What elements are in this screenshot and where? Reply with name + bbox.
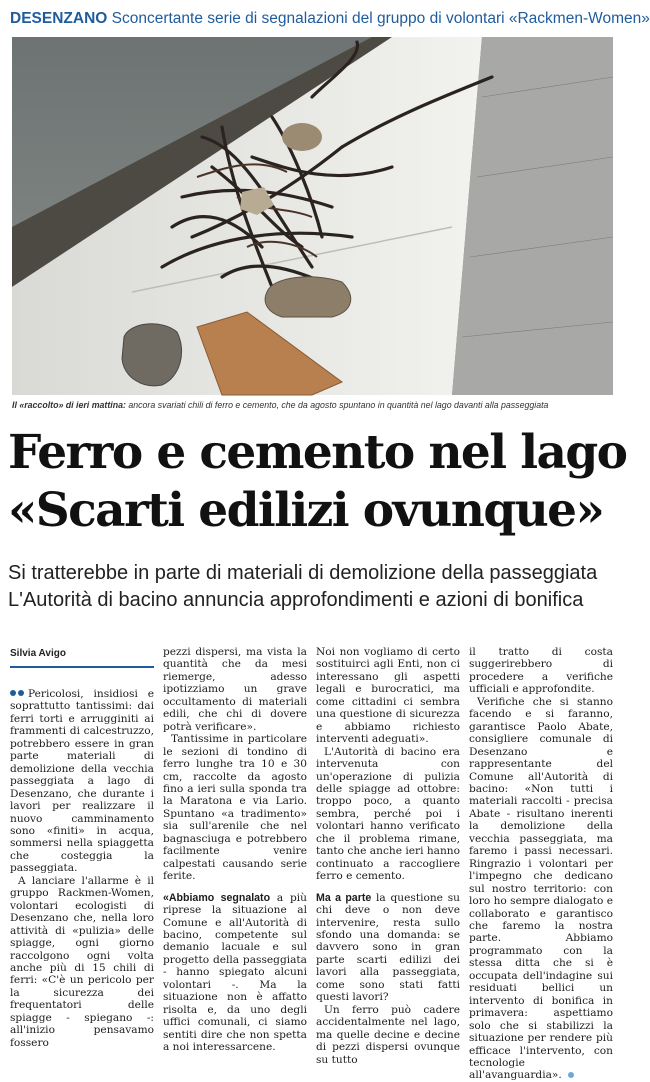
section-lead: Ma a parte [316,891,372,904]
headline-line-2: «Scarti edilizi ovunque» [8,483,604,538]
article-paragraph: Un ferro può cadere accidentalmente nel lago, ma quelle decine e decine di pezzi dispersi ovunque su tutto [316,1003,460,1066]
byline: Silvia Avigo [10,646,154,668]
bullet-dots-icon [10,688,28,700]
subheadline-line-2: L'Autorità di bacino annuncia approfondimenti e azioni di bonifica [8,589,584,611]
photo-caption [12,398,613,412]
section-lead: «Abbiamo segnalato [163,891,271,904]
headline [8,424,628,540]
article-paragraph: L'Autorità di bacino era intervenuta con un'operazione di pulizia delle spiagge ad ottobre: troppo poco, a quanto sembra, perché poi i volontari hanno verificato che il problema rimane, tanto che anche ieri hanno continuato a raccogliere ferro e cemento. [316,745,460,883]
article-paragraph [469,696,613,1082]
article-paragraph [10,688,154,875]
article-paragraph: pezzi dispersi, ma vista la quantità che da mesi riemerge, adesso ipotizziamo un grave occultamento di materiali edili, che chi di dovere potrà verificare». [163,646,307,733]
article-photo [12,37,613,395]
article-paragraph [316,892,460,1004]
article-column-2 [163,646,308,1054]
article-paragraph: il tratto di costa suggerirebbero di procedere a verifiche ufficiali e approfondite. [469,646,613,696]
article-paragraph: Tantissime in particolare le sezioni di tondino di ferro lunghe tra 10 e 30 cm, raccolte da agosto fino a ieri sulla sponda tra la Maratona e via Lario. Spuntano «a tradimento» sia sull'arenile che nel bagnasciuga e potrebbero facilmente venire calpestati causando serie ferite. [163,733,307,883]
article-column-4 [469,646,613,1082]
article-paragraph-text: Verifiche che si stanno facendo e si faranno, garantisce Paolo Abate, consigliere comunale di Desenzano e rappresentante del Comune all'Autorità di bacino: «Non tutti i materiali raccolti - precisa Abate - risultano inerenti la demolizione della vecchia passeggiata, ma faremo i passi necessari. Ringrazio i volontari per l'impegno che dedicano sul nostro territorio: con loro ho sempre dialogato e collaborato e garantisco che faremo la nostra parte. Abbiamo programmato con la stessa ditta che si è occupata dell'indagine sui residuati bellici un intervento di bonifica in primavera: aspettiamo solo che si stabilizzi la situazione per rendere più efficace l'intervento, con tecnologie all'avanguardia». [469,695,613,1082]
headline-line-1: Ferro e cemento nel lago [8,425,627,480]
article-paragraph-text: la questione su chi deve o non deve intervenire, resta sullo sfondo una domanda: se davvero sono in gran parte scarti edilizi dei lavori alla passeggiata, come sono stati fatti questi lavori? [316,891,460,1004]
article-paragraph: A lanciare l'allarme è il gruppo Rackmen-Women, volontari ecologisti di Desenzano che, nella loro attività di «pulizia» delle spiagge, ogni giorno raccolgono ogni volta anche più di 15 chili di ferri: «C'è un pericolo per la sicurezza dei frequentatori delle spiagge - spiegano -: all'inizio pensavamo fossero [10,874,154,1049]
article-column-3 [316,646,460,1066]
kicker-text: Sconcertante serie di segnalazioni del gruppo di volontari «Rackmen-Women» [111,10,650,27]
article-paragraph-text: a più riprese la situazione al Comune e all'Autorità di bacino, competente sul demanio lacuale e sul progetto della passeggiata - hanno spiegato alcuni volontari -. Ma la situazione non è affatto risolta e, da uno degli uffici comunali, ci siamo sentiti dire che non spetta a noi interessarcene. [163,891,308,1054]
subheadline-line-1: Si tratterebbe in parte di materiali di demolizione della passeggiata [8,562,598,584]
subheadline [8,560,628,614]
kicker-location: DESENZANO [10,10,108,27]
photo-caption-lead: Il «raccolto» di ieri mattina: [12,400,126,410]
article-paragraph-text: Pericolosi, insidiosi e soprattutto tantissimi: dai ferri torti e arrugginiti ai frammenti di calcestruzzo, potrebbero essere in gran parte materiali di demolizione della vecchia passeggiata a lago di Desenzano, che durante i lavori per realizzare il nuovo camminamento sono «finiti» in acqua, sommersi nella spiaggetta che costeggia la passeggiata. [10,688,154,875]
end-of-article-dot-icon [568,1072,574,1078]
article-paragraph [163,892,307,1054]
article-column-1 [10,646,154,1049]
photo-caption-text: ancora svariati chili di ferro e cemento, che da agosto spuntano in quantità nel lago davanti alla passeggiata [125,400,549,410]
kicker [10,8,650,30]
article-paragraph: Noi non vogliamo di certo sostituirci agli Enti, non ci interessano gli aspetti legali e burocratici, ma come cittadini ci sembra una questione di sicurezza e abbiamo richiesto interventi adeguati». [316,646,460,746]
